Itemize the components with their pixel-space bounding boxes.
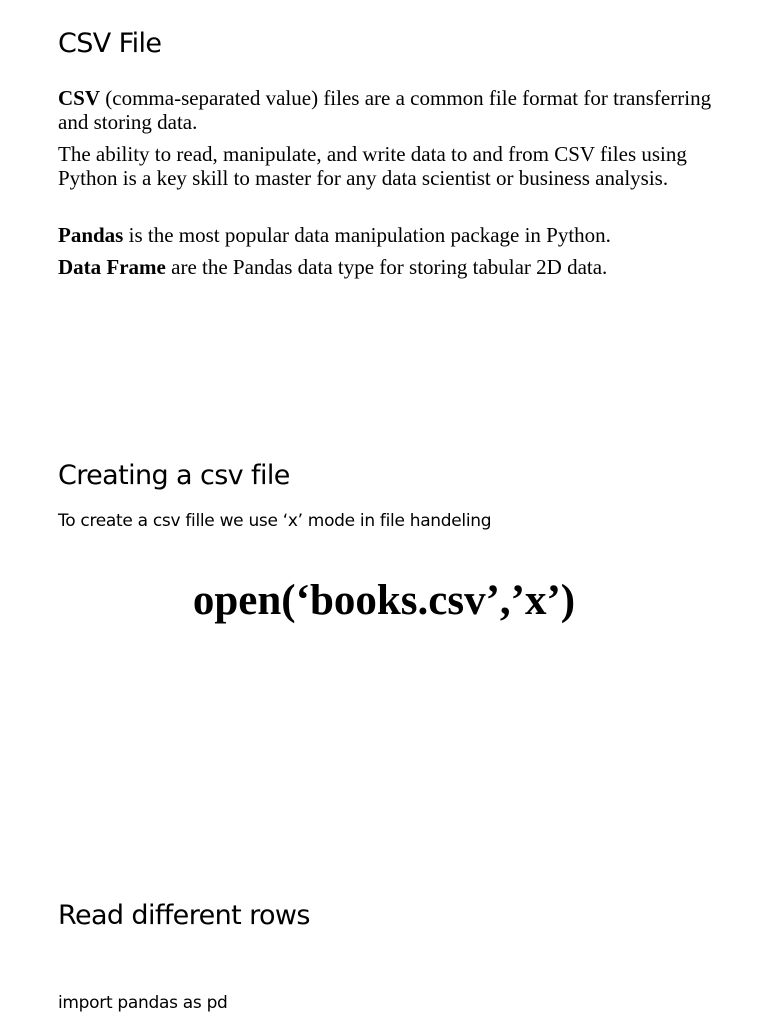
term-data-frame: Data Frame — [58, 255, 166, 279]
section-title-creating-csv: Creating a csv file — [58, 460, 290, 491]
section-title-csv-file: CSV File — [58, 28, 162, 59]
creating-csv-description: To create a csv fille we use ‘x’ mode in file handeling — [58, 511, 492, 531]
paragraph-pandas — [58, 223, 718, 247]
data-frame-description-text: are the Pandas data type for storing tabular 2D data. — [165, 255, 608, 279]
paragraph-data-frame — [58, 255, 718, 279]
section-title-read-rows: Read different rows — [58, 900, 310, 931]
term-pandas: Pandas — [58, 223, 124, 247]
pandas-description-text: is the most popular data manipulation package in Python. — [123, 223, 611, 247]
term-csv: CSV — [58, 86, 101, 110]
code-import-pandas: import pandas as pd — [58, 993, 228, 1013]
csv-definition-text: (comma-separated value) files are a common file format for transferring and storing data. — [58, 86, 712, 134]
paragraph-csv-definition — [58, 86, 718, 134]
paragraph-csv-skill: The ability to read, manipulate, and write data to and from CSV files using Python is a key skill to master for any data scientist or business analysis. — [58, 142, 687, 190]
code-open-books-csv: open(‘books.csv’,’x’) — [192, 577, 576, 624]
